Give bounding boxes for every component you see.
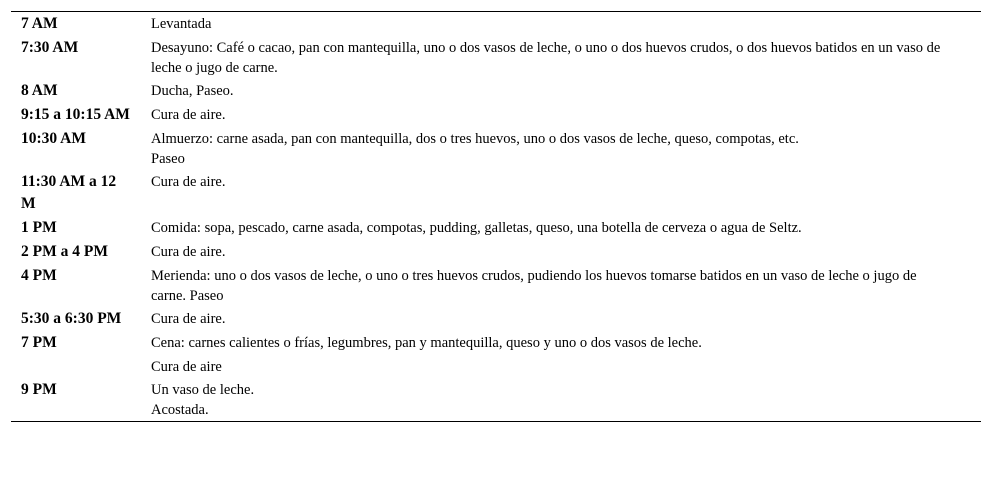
time-cell: 7:30 AM [21,39,79,56]
time-cell: 8 AM [21,82,58,99]
schedule-row [11,12,981,36]
schedule-row [11,264,981,307]
activity-line: Un vaso de leche. [151,382,255,398]
time-cell: 4 PM [21,267,57,284]
schedule-row [11,36,981,79]
schedule-row [11,79,981,103]
time-cell: 5:30 a 6:30 PM [21,310,122,327]
activity-line: Levantada [151,16,212,32]
time-cell: 2 PM a 4 PM [21,243,108,260]
activity-line: Cena: carnes calientes o frías, legumbres, pan y mantequilla, queso y uno o dos vasos de leche. [151,335,702,351]
time-cell: 7 AM [21,15,58,32]
schedule-row [11,216,981,240]
activity-cell [151,104,981,125]
activity-line: Desayuno: Café o cacao, pan con mantequilla, uno o dos vasos de leche, o uno o dos huevos crudos, o dos huevos batidos en un vaso de leche o jugo de carne. [151,40,941,76]
schedule-row [11,378,981,421]
activity-line: Acostada. [151,402,209,418]
activity-line: Comida: sopa, pescado, carne asada, compotas, pudding, galletas, queso, una botella de cerveza o agua de Seltz. [151,220,802,236]
activity-line: Merienda: uno o dos vasos de leche, o uno o tres huevos crudos, pudiendo los huevos tomarse batidos en un vaso de leche o jugo de carne. Paseo [151,268,917,304]
activity-line: Paseo [151,151,185,167]
activity-cell [151,265,981,306]
activity-cell [151,241,981,262]
activity-cell [151,308,981,329]
activity-line: Ducha, Paseo. [151,83,234,99]
activity-line: Cura de aire. [151,107,226,123]
activity-cell [151,332,981,377]
schedule-row [11,240,981,264]
activity-cell [151,128,981,169]
time-cell: 7 PM [21,334,57,351]
schedule-row [11,307,981,331]
schedule-row [11,331,981,378]
time-cell: 10:30 AM [21,130,87,147]
time-cell: 11:30 AM a 12 M [21,173,117,212]
schedule-row [11,170,981,216]
schedule-row [11,103,981,127]
activity-line: Almuerzo: carne asada, pan con mantequilla, dos o tres huevos, uno o dos vasos de leche, queso, compotas, etc. [151,131,799,147]
activity-cell [151,379,981,420]
time-cell: 9 PM [21,381,57,398]
activity-line: Cura de aire. [151,311,226,327]
activity-cell [151,37,981,78]
time-cell: 1 PM [21,219,57,236]
schedule-table [11,11,981,422]
activity-cell [151,217,981,238]
activity-cell [151,171,981,192]
activity-cell [151,80,981,101]
schedule-row [11,127,981,170]
activity-cell [151,13,981,34]
activity-line: Cura de aire [151,359,222,375]
activity-line: Cura de aire. [151,174,226,190]
activity-line: Cura de aire. [151,244,226,260]
time-cell: 9:15 a 10:15 AM [21,106,130,123]
